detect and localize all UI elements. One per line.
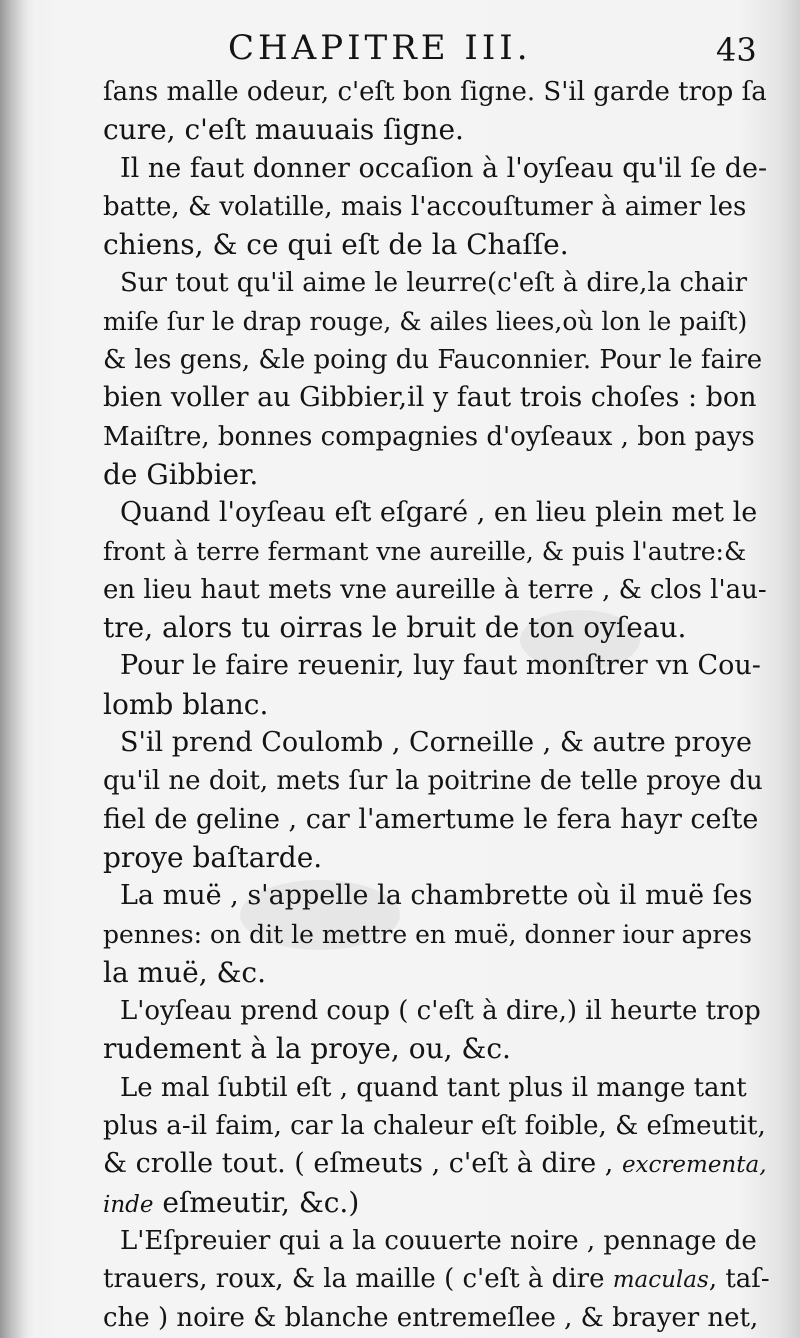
body-text bbox=[103, 73, 768, 1337]
text-line bbox=[103, 609, 768, 647]
line-text: bien voller au Gibbier,il y faut trois choſes : bon bbox=[103, 382, 757, 414]
text-line bbox=[103, 379, 768, 417]
text-line bbox=[103, 839, 768, 877]
text-line bbox=[103, 150, 768, 188]
text-line bbox=[103, 73, 768, 111]
line-text: pennes: on dit le mettre en muë, donner iour apres bbox=[103, 919, 752, 949]
line-text: chiens, & ce qui eſt de la Chaſſe. bbox=[103, 228, 569, 262]
text-line bbox=[103, 1145, 768, 1183]
line-text: La muë , s'appelle la chambrette où il muë ſes bbox=[120, 880, 753, 912]
text-line bbox=[103, 1222, 768, 1260]
line-text: Maiſtre, bonnes compagnies d'oyſeaux , bon pays bbox=[103, 421, 755, 452]
line-text: trauers, roux, & la maille ( c'eſt à dire bbox=[103, 1264, 613, 1295]
text-line bbox=[103, 916, 768, 954]
line-text: che ) noire & blanche entremeſlee , & brayer net, bbox=[103, 1302, 759, 1333]
italic-text: maculas bbox=[612, 1267, 709, 1294]
line-text: & les gens, &le poing du Fauconnier. Pour le faire bbox=[103, 345, 763, 376]
text-line bbox=[103, 533, 768, 571]
line-text: L'Eſpreuier qui a la couuerte noire , pennage de bbox=[120, 1225, 757, 1256]
text-line bbox=[103, 954, 768, 992]
line-text: en lieu haut mets vne aureille à terre , & clos l'au- bbox=[103, 574, 767, 605]
page-number: 43 bbox=[716, 31, 757, 69]
italic-text: excrementa, bbox=[621, 1152, 767, 1179]
text-line bbox=[103, 992, 768, 1030]
line-text: qu'il ne doit, mets ſur la poitrine de telle proye du bbox=[103, 766, 763, 797]
line-text: Il ne faut donner occaſion à l'oyſeau qu'il ſe de- bbox=[120, 152, 768, 184]
text-line bbox=[103, 303, 768, 341]
line-text: rudement à la proye, ou, &c. bbox=[103, 1032, 511, 1066]
text-line bbox=[103, 647, 768, 685]
spine-shadow bbox=[0, 0, 34, 1338]
line-text: cure, c'eſt mauuais ſigne. bbox=[103, 113, 464, 147]
running-head: CHAPITRE III. bbox=[228, 28, 532, 68]
line-text: lomb blanc. bbox=[103, 687, 269, 721]
text-line bbox=[103, 1030, 768, 1068]
text-line bbox=[103, 762, 768, 800]
line-text: batte, & volatille, mais l'accouſtumer à aimer les bbox=[103, 191, 747, 222]
line-text: , taſ- bbox=[708, 1264, 770, 1295]
italic-text: inde bbox=[103, 1191, 154, 1218]
line-text: proye baſtarde. bbox=[103, 840, 323, 874]
line-text: fiel de geline , car l'amertume le fera hayr ceſte bbox=[103, 803, 759, 835]
text-line bbox=[103, 456, 768, 494]
line-text: ſans malle odeur, c'eſt bon ſigne. S'il garde trop ſa bbox=[103, 77, 767, 107]
line-text: plus a-il faim, car la chaleur eſt foible, & eſmeutit, bbox=[103, 1111, 766, 1142]
text-line bbox=[103, 111, 768, 149]
text-line bbox=[103, 418, 768, 456]
text-line bbox=[103, 877, 768, 915]
text-line bbox=[103, 1184, 768, 1222]
line-text: front à terre fermant vne aureille, & puis l'autre:& bbox=[103, 536, 747, 566]
line-text: eſmeutir, &c.) bbox=[153, 1185, 360, 1219]
line-text: Quand l'oyſeau eſt eſgaré , en lieu plein met le bbox=[120, 497, 758, 529]
text-line bbox=[103, 264, 768, 302]
line-text: la muë, &c. bbox=[103, 955, 267, 989]
line-text: Sur tout qu'il aime le leurre(c'eſt à dire,la chair bbox=[120, 268, 748, 299]
text-line bbox=[103, 1299, 768, 1337]
text-line bbox=[103, 1107, 768, 1145]
line-text: miſe ſur le drap rouge, & ailes liees,où lon le paiſt) bbox=[103, 306, 748, 336]
line-text: S'il prend Coulomb , Corneille , & autre proye bbox=[120, 727, 752, 759]
text-line bbox=[103, 1260, 768, 1298]
text-line bbox=[103, 226, 768, 264]
line-text: Pour le faire reuenir, luy faut monſtrer vn Cou- bbox=[120, 650, 761, 682]
line-text: Le mal ſubtil eſt , quand tant plus il mange tant bbox=[120, 1072, 747, 1103]
text-line bbox=[103, 1069, 768, 1107]
line-text: tre, alors tu oirras le bruit de ton oyſeau. bbox=[103, 611, 687, 645]
text-line bbox=[103, 494, 768, 532]
text-line bbox=[103, 724, 768, 762]
text-line bbox=[103, 571, 768, 609]
text-line bbox=[103, 188, 768, 226]
text-line bbox=[103, 341, 768, 379]
line-text: & crolle tout. ( eſmeuts , c'eſt à dire , bbox=[103, 1148, 622, 1180]
line-text: L'oyſeau prend coup ( c'eſt à dire,) il heurte trop bbox=[120, 996, 761, 1027]
text-line bbox=[103, 686, 768, 724]
text-line bbox=[103, 801, 768, 839]
line-text: de Gibbier. bbox=[103, 457, 259, 491]
